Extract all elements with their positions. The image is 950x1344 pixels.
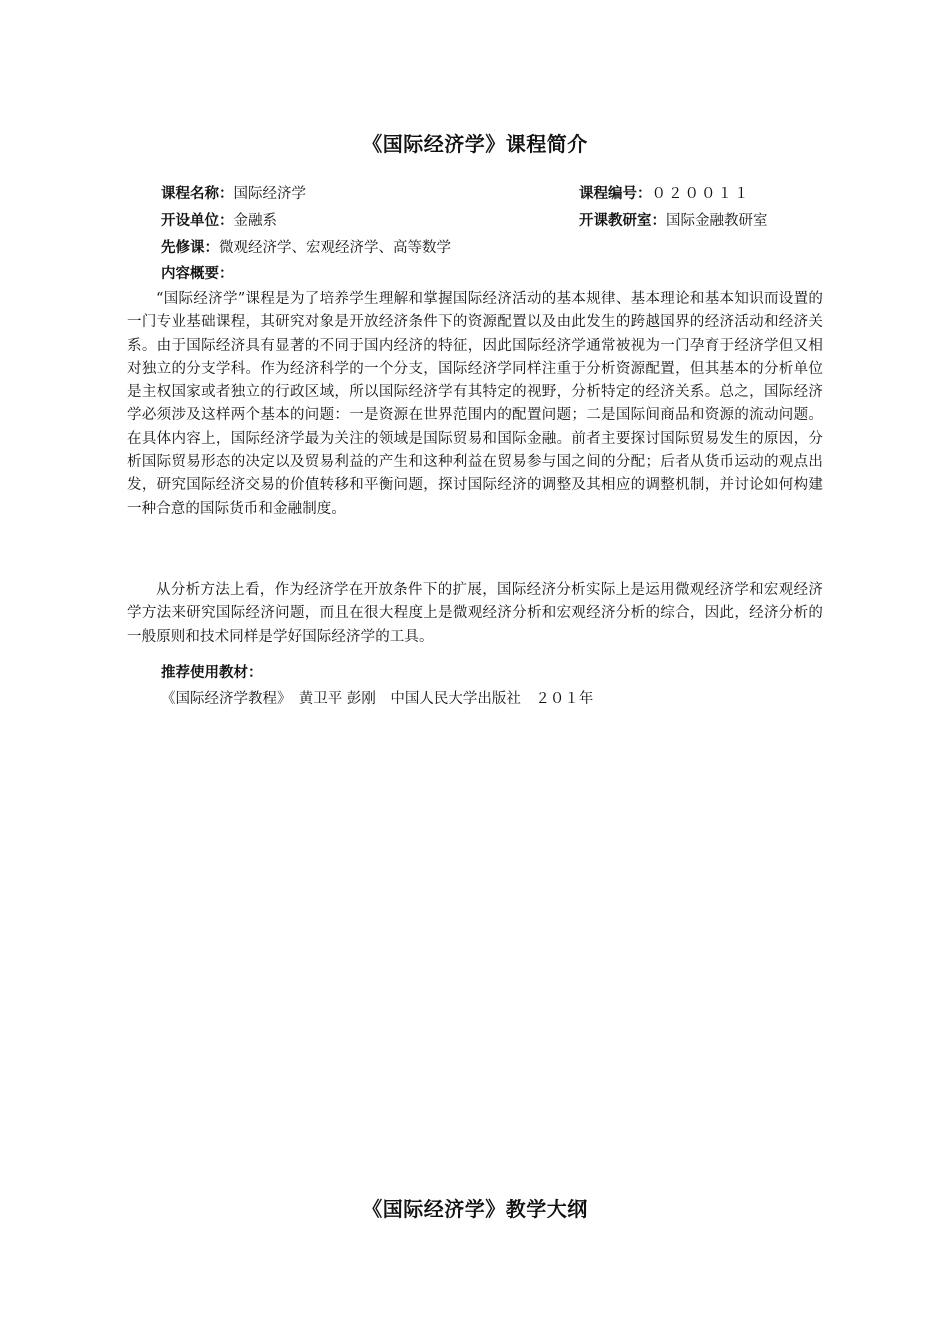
textbook-entry: 《国际经济学教程》 黄卫平 彭刚 中国人民大学出版社 ２０１年	[161, 691, 594, 707]
department-value: 金融系	[233, 213, 277, 229]
summary-label: 内容概要：	[161, 266, 234, 282]
course-name-row	[161, 184, 306, 204]
department-label: 开设单位：	[161, 213, 234, 229]
course-code-row	[579, 184, 751, 204]
course-code-label: 课程编号：	[579, 186, 652, 202]
office-row	[579, 211, 768, 231]
page-title: 《国际经济学》课程简介	[362, 132, 588, 156]
prerequisite-row	[161, 238, 451, 258]
prerequisite-value: 微观经济学、宏观经济学、高等数学	[219, 240, 451, 256]
office-label: 开课教研室：	[579, 213, 666, 229]
course-code-value: ０２００１１	[651, 186, 751, 202]
summary-paragraph-1: “国际经济学”课程是为了培养学生理解和掌握国际经济活动的基本规律、基本理论和基本知识而设置的一门专业基础课程，其研究对象是开放经济条件下的资源配置以及由此发生的跨越国界的经济活动和经济关系。由于国际经济具有显著的不同于国内经济的特征，因此国际经济学通常被视为一门孕育于经济学但又相对独立的分支学科。作为经济科学的一个分支，国际经济学同样注重于分析资源配置，但其基本的分析单位是主权国家或者独立的行政区域，所以国际经济学有其特定的视野，分析特定的经济关系。总之，国际经济学必须涉及这样两个基本的问题：一是资源在世界范围内的配置问题；二是国际间商品和资源的流动问题。在具体内容上，国际经济学最为关注的领域是国际贸易和国际金融。前者主要探讨国际贸易发生的原因，分析国际贸易形态的决定以及贸易利益的产生和这种利益在贸易参与国之间的分配；后者从货币运动的观点出发，研究国际经济交易的价值转移和平衡问题，探讨国际经济的调整及其相应的调整机制，并讨论如何构建一种合意的国际货币和金融制度。	[127, 291, 823, 517]
outline-title: 《国际经济学》教学大纲	[362, 1197, 588, 1221]
summary-paragraph-2: 从分析方法上看，作为经济学在开放条件下的扩展，国际经济分析实际上是运用微观经济学和宏观经济学方法来研究国际经济问题，而且在很大程度上是微观经济分析和宏观经济分析的综合，因此，经济分析的一般原则和技术同样是学好国际经济学的工具。	[127, 582, 823, 645]
course-name-label: 课程名称：	[161, 186, 234, 202]
course-name-value: 国际经济学	[233, 186, 306, 202]
department-row	[161, 211, 277, 231]
office-value: 国际金融教研室	[666, 213, 768, 229]
prerequisite-label: 先修课：	[161, 240, 219, 256]
textbook-label: 推荐使用教材：	[161, 665, 263, 681]
